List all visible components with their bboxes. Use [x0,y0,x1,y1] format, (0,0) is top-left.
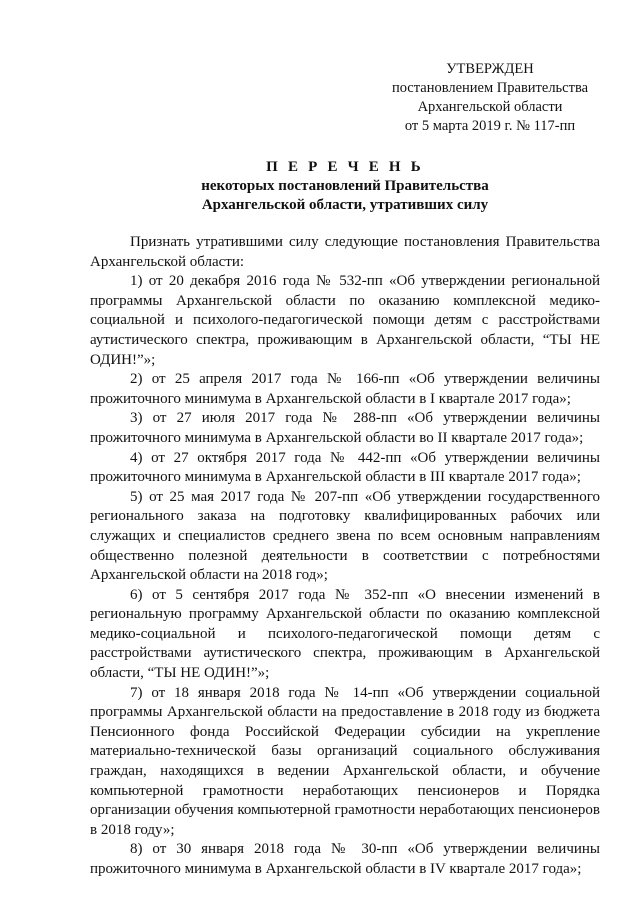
approval-line: постановлением Правительства [391,80,589,96]
list-item: 6) от 5 сентября 2017 года № 352-пп «О внесении изменений в региональную программу Архангельской области по оказанию комплексной медико-социальной и психолого-педагогической помощи детям с расстройствами аутистического спектра, проживающим в Архангельской области, “ТЫ НЕ ОДИН!”»; [90,586,600,682]
document-heading [90,158,600,215]
list-item: 3) от 27 июля 2017 года № 288-пп «Об утверждении величины прожиточного минимума в Архангельской области во II квартале 2017 года»; [90,410,600,446]
intro-paragraph: Признать утратившими силу следующие постановления Правительства Архангельской области: [90,234,600,270]
list-item: 7) от 18 января 2018 года № 14-пп «Об утверждении социальной программы Архангельской области на предоставление в 2018 году из бюджета Пенсионного фонда Российской Федерации субсидии на укрепление материально-технической базы организаций социального обслуживания граждан, находящихся в ведении Архангельской области, и обучение компьютерной грамотности неработающих пенсионеров и Порядка организации обучения компьютерной грамотности неработающих пенсионеров в 2018 году»; [90,684,600,838]
approval-line: Архангельской области [417,99,563,115]
list-item: 8) от 30 января 2018 года № 30-пп «Об утверждении величины прожиточного минимума в Архангельской области в IV квартале 2017 года»; [90,841,600,877]
document-title: П Е Р Е Ч Е Н Ь [266,159,424,175]
document-subtitle: некоторых постановлений Правительства [201,178,489,194]
approval-block [380,60,600,136]
approval-date: от 5 марта 2019 г. № 117-пп [404,118,576,134]
list-item: 4) от 27 октября 2017 года № 442-пп «Об утверждении величины прожиточного минимума в Архангельской области в III квартале 2017 года»; [90,449,600,486]
document-subtitle: Архангельской области, утративших силу [201,197,489,213]
document-body [90,233,600,880]
approval-title: УТВЕРЖДЕН [446,61,534,77]
list-item: 5) от 25 мая 2017 года № 207-пп «Об утверждении государственного регионального заказа на подготовку квалифицированных рабочих или служащих и специалистов среднего звена по всем основным направлениям общественно полезной деятельности в соответствии с потребностями Архангельской области на 2018 год»; [90,488,600,584]
list-item: 1) от 20 декабря 2016 года № 532-пп «Об утверждении региональной программы Архангельской области по оказанию комплексной медико-социальной и психолого-педагогической помощи детям с расстройствами аутистического спектра, проживающим в Архангельской области, “ТЫ НЕ ОДИН!”»; [90,273,600,368]
list-item: 2) от 25 апреля 2017 года № 166-пп «Об утверждении величины прожиточного минимума в Архангельской области в I квартале 2017 года»; [90,371,600,407]
